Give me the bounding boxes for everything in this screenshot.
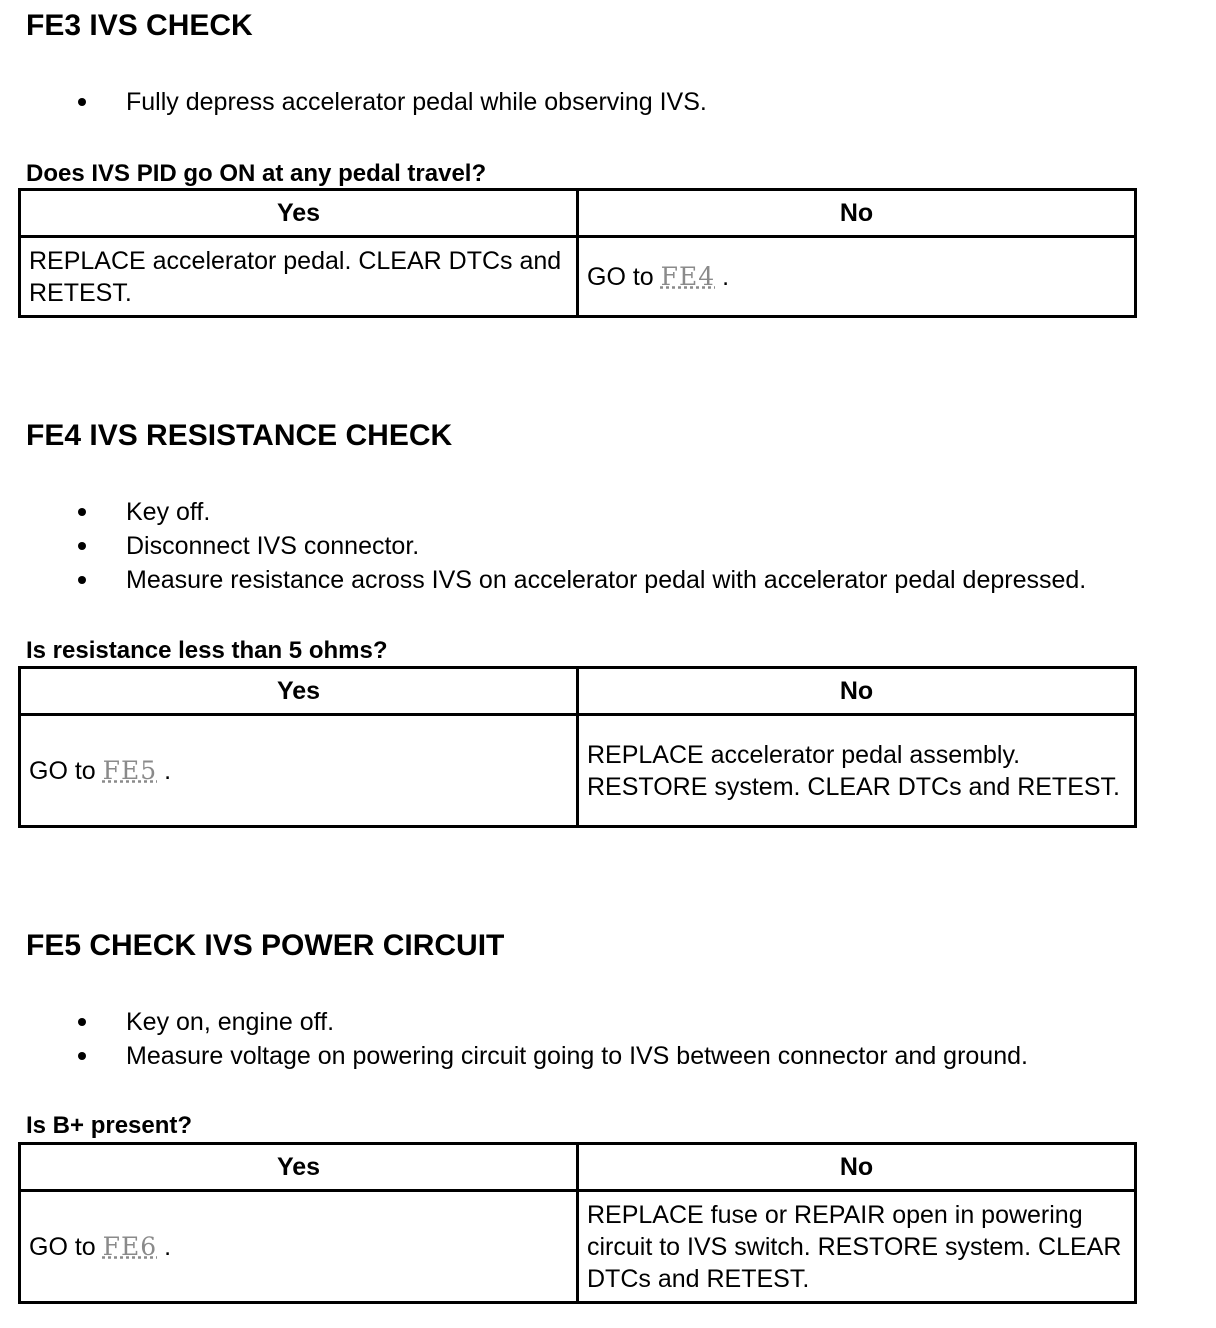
table-row [20,715,1136,827]
bullet-icon [78,542,86,550]
no-header: No [578,1144,1136,1191]
bullet-text: Measure voltage on powering circuit going to IVS between connector and ground. [126,1042,1028,1070]
bullet-text: Disconnect IVS connector. [126,532,420,560]
bullet-icon [78,508,86,516]
bullet-text: Measure resistance across IVS on accelerator pedal with accelerator pedal depressed. [126,566,1087,594]
link-suffix: . [157,756,172,785]
no-cell: REPLACE accelerator pedal assembly. RESTORE system. CLEAR DTCs and RETEST. [578,715,1136,827]
yes-cell [20,715,578,827]
section-title: FE5 CHECK IVS POWER CIRCUIT [26,929,505,962]
bullet-text: Key off. [126,498,211,526]
link-suffix: . [715,262,730,291]
yes-cell: REPLACE accelerator pedal. CLEAR DTCs and RETEST. [20,237,578,317]
section-title: FE4 IVS RESISTANCE CHECK [26,419,453,452]
bullet-icon [78,1018,86,1026]
go-to-label: GO to [587,262,661,291]
link-fe6[interactable]: FE6 [102,1231,158,1261]
no-header: No [578,190,1136,237]
bullet-text: Key on, engine off. [126,1008,335,1036]
bullet-icon [78,1052,86,1060]
decision-table [18,188,1137,318]
table-header-row [20,190,1136,237]
table-row [20,1191,1136,1303]
link-fe5[interactable]: FE5 [102,755,158,785]
yes-header: Yes [20,668,578,715]
section-title: FE3 IVS CHECK [26,9,253,42]
go-to-label: GO to [29,756,103,785]
go-to-label: GO to [29,1232,103,1261]
table-row [20,237,1136,317]
no-header: No [578,668,1136,715]
bullet-icon [78,98,86,106]
question-text: Is B+ present? [26,1112,193,1139]
decision-table [18,666,1137,828]
yes-header: Yes [20,190,578,237]
bullet-icon [78,576,86,584]
link-fe4[interactable]: FE4 [660,261,716,291]
question-text: Is resistance less than 5 ohms? [26,637,388,664]
table-header-row [20,668,1136,715]
yes-header: Yes [20,1144,578,1191]
yes-cell [20,1191,578,1303]
link-suffix: . [157,1232,172,1261]
decision-table [18,1142,1137,1304]
question-text: Does IVS PID go ON at any pedal travel? [26,160,487,187]
bullet-text: Fully depress accelerator pedal while observing IVS. [126,88,707,116]
no-cell [578,237,1136,317]
table-header-row [20,1144,1136,1191]
no-cell: REPLACE fuse or REPAIR open in powering circuit to IVS switch. RESTORE system. CLEAR DTCs and RETEST. [578,1191,1136,1303]
